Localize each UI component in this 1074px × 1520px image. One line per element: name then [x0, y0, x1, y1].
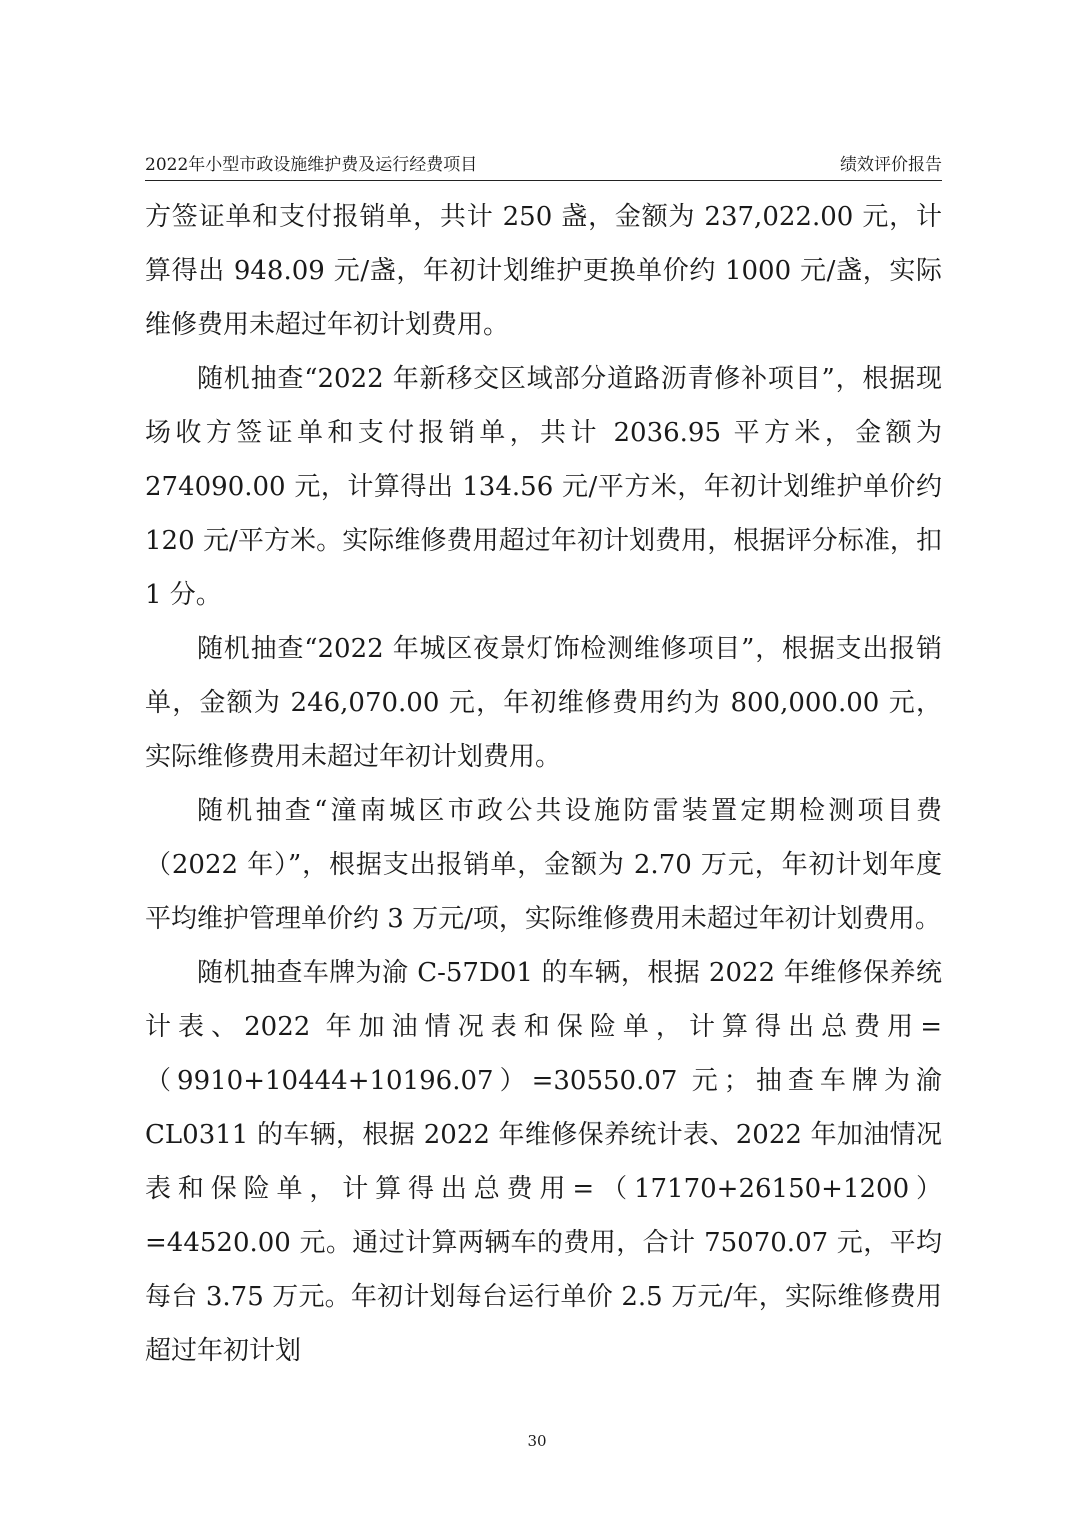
paragraph-asphalt-repair: 随机抽查“2022 年新移交区域部分道路沥青修补项目”，根据现场收方签证单和支付报销单，共计 2036.95 平方米，金额为 274090.00 元，计算得出 134.56 元/平方米，年初计划维护单价约 120 元/平方米。实际维修费用超过年初计划费用，根据评分标准，扣 1 分。 [145, 364, 942, 610]
body-text [145, 190, 942, 1378]
paragraph-night-lighting: 随机抽查“2022 年城区夜景灯饰检测维修项目”，根据支出报销单，金额为 246,070.00 元，年初维修费用约为 800,000.00 元，实际维修费用未超过年初计划费用。 [145, 634, 942, 772]
page-number: 30 [527, 1432, 547, 1450]
page-header [145, 150, 942, 181]
paragraph-lightning-protection: 随机抽查“潼南城区市政公共设施防雷装置定期检测项目费（2022 年）”，根据支出报销单，金额为 2.70 万元，年初计划年度平均维护管理单价约 3 万元/项，实际维修费用未超过年初计划费用。 [145, 796, 942, 934]
header-project-title: 2022年小型市政设施维护费及运行经费项目 [145, 155, 478, 175]
header-report-title: 绩效评价报告 [840, 155, 942, 175]
paragraph-vehicle-costs: 随机抽查车牌为渝 C-57D01 的车辆，根据 2022 年维修保养统计表、2022 年加油情况表和保险单，计算得出总费用=（9910+10444+10196.07）=30550.07 元；抽查车牌为渝 CL0311 的车辆，根据 2022 年维修保养统计表、2022 年加油情况表和保险单，计算得出总费用=（17170+26150+1200）=44520.00 元。通过计算两辆车的费用，合计 75070.07 元，平均每台 3.75 万元。年初计划每台运行单价 2.5 万元/年，实际维修费用超过年初计划 [145, 958, 942, 1366]
paragraph-continued: 方签证单和支付报销单，共计 250 盏，金额为 237,022.00 元，计算得出 948.09 元/盏，年初计划维护更换单价约 1000 元/盏，实际维修费用未超过年初计划费用。 [145, 202, 942, 340]
